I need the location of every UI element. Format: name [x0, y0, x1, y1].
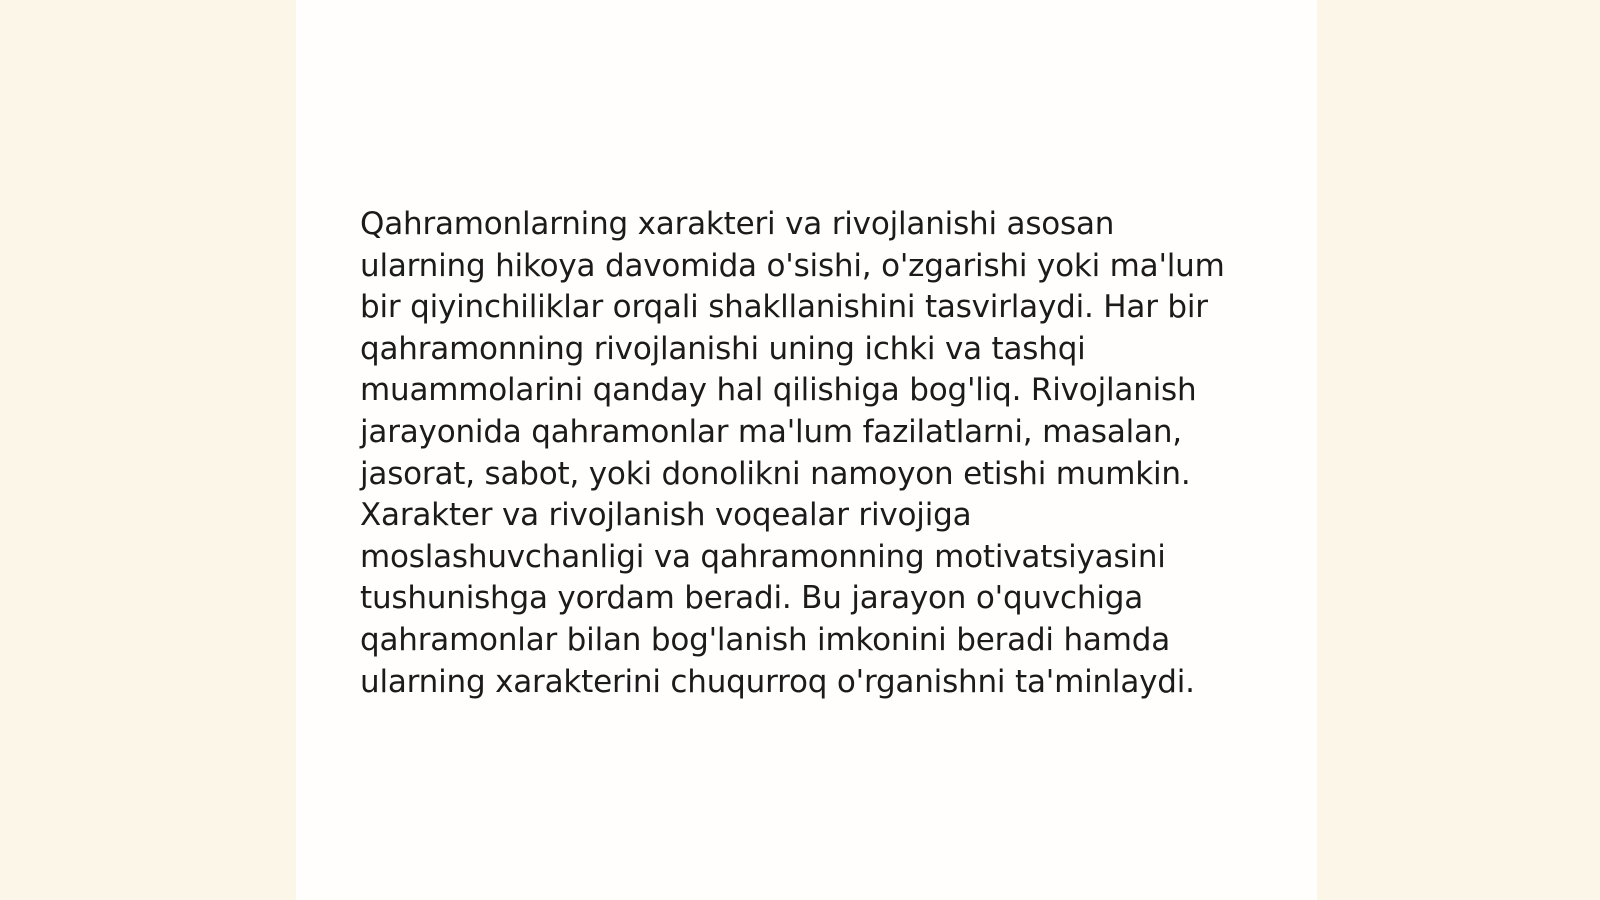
right-margin-panel — [1317, 0, 1600, 900]
slide-body-paragraph: Qahramonlarning xarakteri va rivojlanishi asosan ularning hikoya davomida o'sishi, o'zgarishi yoki ma'lum bir qiyinchiliklar orqali shakllanishini tasvirlaydi. Har bir qahramonning rivojlanishi uning ichki va tashqi muammolarini qanday hal qilishiga bog'liq. Rivojlanish jarayonida qahramonlar ma'lum fazilatlarni, masalan, jasorat, sabot, yoki donolikni namoyon etishi mumkin. Xarakter va rivojlanish voqealar rivojiga moslashuvchanligi va qahramonning motivatsiyasini tushunishga yordam beradi. Bu jarayon o'quvchiga qahramonlar bilan bog'lanish imkonini beradi hamda ularning xarakterini chuqurroq o'rganishni ta'minlaydi. — [360, 206, 1225, 700]
slide-page — [296, 0, 1317, 900]
left-margin-panel — [0, 0, 296, 900]
